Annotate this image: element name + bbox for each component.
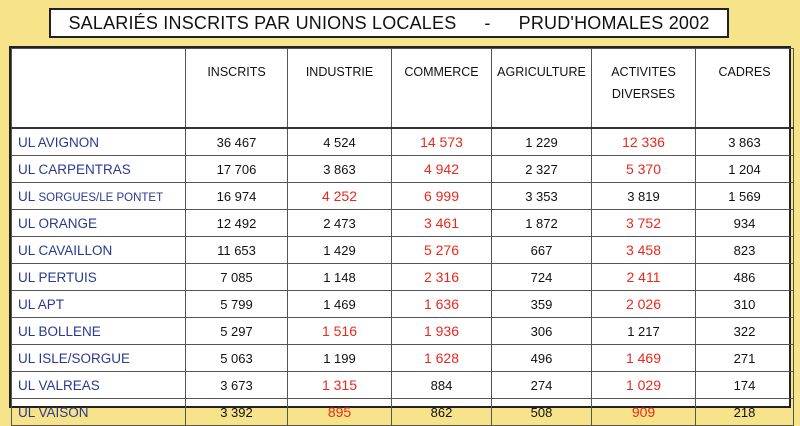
table-cell: 306 (492, 318, 592, 345)
title-left: SALARIÉS INSCRITS PAR UNIONS LOCALES (68, 12, 457, 33)
row-label (12, 345, 186, 372)
row-label-text: UL BOLLENE (18, 323, 101, 339)
table-cell: 3 458 (592, 237, 696, 264)
table-cell: 486 (696, 264, 794, 291)
title-separator: - (484, 12, 491, 33)
table-cell: 895 (288, 399, 392, 426)
table-row (12, 183, 794, 210)
table-cell: 1 029 (592, 372, 696, 399)
table-container (9, 46, 791, 420)
table-cell: 2 411 (592, 264, 696, 291)
row-label (12, 128, 186, 156)
table-cell: 3 461 (392, 210, 492, 237)
table-cell: 274 (492, 372, 592, 399)
table-row (12, 291, 794, 318)
table-cell: 17 706 (186, 156, 288, 183)
table-cell: 884 (392, 372, 492, 399)
table-cell: 12 336 (592, 128, 696, 156)
row-label (12, 210, 186, 237)
table-cell: 3 392 (186, 399, 288, 426)
row-label-text: UL PERTUIS (18, 269, 97, 285)
table-cell: 3 863 (696, 128, 794, 156)
row-label (12, 264, 186, 291)
column-header (12, 49, 186, 129)
table-cell: 1 628 (392, 345, 492, 372)
row-label-text: UL AVIGNON (18, 134, 100, 150)
row-label (12, 291, 186, 318)
table-cell: 3 353 (492, 183, 592, 210)
row-label-text: UL CARPENTRAS (18, 161, 131, 177)
table-cell: 1 315 (288, 372, 392, 399)
table-cell: 271 (696, 345, 794, 372)
table-cell: 16 974 (186, 183, 288, 210)
table-cell: 1 936 (392, 318, 492, 345)
table-cell: 3 819 (592, 183, 696, 210)
column-header: INSCRITS (186, 49, 288, 129)
table-cell: 1 429 (288, 237, 392, 264)
header-row (12, 49, 794, 129)
table-cell: 1 148 (288, 264, 392, 291)
table-row (12, 156, 794, 183)
row-label-text: UL VALREAS (18, 377, 100, 393)
table-cell: 2 026 (592, 291, 696, 318)
table-cell: 36 467 (186, 128, 288, 156)
row-label-text: UL (18, 188, 39, 204)
title-right: PRUD'HOMALES 2002 (518, 12, 710, 33)
data-table (11, 48, 794, 426)
column-header: ACTIVITES DIVERSES (592, 49, 696, 129)
table-cell: 322 (696, 318, 794, 345)
table-row (12, 210, 794, 237)
table-row (12, 128, 794, 156)
row-label (12, 237, 186, 264)
table-cell: 1 229 (492, 128, 592, 156)
table-cell: 1 469 (592, 345, 696, 372)
column-header: COMMERCE (392, 49, 492, 129)
table-cell: 218 (696, 399, 794, 426)
table-cell: 1 469 (288, 291, 392, 318)
row-label (12, 399, 186, 426)
table-cell: 7 085 (186, 264, 288, 291)
table-cell: 1 204 (696, 156, 794, 183)
table-cell: 5 370 (592, 156, 696, 183)
table-cell: 359 (492, 291, 592, 318)
table-row (12, 372, 794, 399)
table-cell: 823 (696, 237, 794, 264)
row-label-text: UL CAVAILLON (18, 242, 113, 258)
table-cell: 5 799 (186, 291, 288, 318)
table-cell: 5 063 (186, 345, 288, 372)
table-cell: 1 636 (392, 291, 492, 318)
table-cell: 310 (696, 291, 794, 318)
table-body (12, 128, 794, 426)
table-cell: 14 573 (392, 128, 492, 156)
table-cell: 174 (696, 372, 794, 399)
table-cell: 5 297 (186, 318, 288, 345)
table-cell: 6 999 (392, 183, 492, 210)
table-cell: 2 316 (392, 264, 492, 291)
table-cell: 667 (492, 237, 592, 264)
column-header: INDUSTRIE (288, 49, 392, 129)
row-label (12, 372, 186, 399)
row-label-text: UL APT (18, 296, 65, 312)
table-cell: 3 863 (288, 156, 392, 183)
table-cell: 3 752 (592, 210, 696, 237)
table-cell: 934 (696, 210, 794, 237)
row-label-small-text: SORGUES/LE PONTET (38, 191, 164, 204)
row-label (12, 183, 186, 210)
table-row (12, 264, 794, 291)
row-label-text: UL ORANGE (18, 215, 98, 231)
row-label (12, 318, 186, 345)
table-cell: 1 516 (288, 318, 392, 345)
table-cell: 11 653 (186, 237, 288, 264)
table-cell: 4 252 (288, 183, 392, 210)
column-header: AGRICULTURE (492, 49, 592, 129)
table-cell: 5 276 (392, 237, 492, 264)
table-row (12, 318, 794, 345)
table-cell: 508 (492, 399, 592, 426)
table-cell: 2 473 (288, 210, 392, 237)
table-cell: 1 569 (696, 183, 794, 210)
table-cell: 1 872 (492, 210, 592, 237)
table-row (12, 345, 794, 372)
row-label-text: UL ISLE/SORGUE (18, 350, 131, 366)
table-cell: 909 (592, 399, 696, 426)
table-cell: 4 524 (288, 128, 392, 156)
table-cell: 496 (492, 345, 592, 372)
table-cell: 3 673 (186, 372, 288, 399)
table-cell: 4 942 (392, 156, 492, 183)
column-header: CADRES (696, 49, 794, 129)
table-cell: 724 (492, 264, 592, 291)
table-cell: 12 492 (186, 210, 288, 237)
table-row (12, 237, 794, 264)
table-row (12, 399, 794, 426)
table-cell: 1 199 (288, 345, 392, 372)
page-title (49, 8, 729, 38)
table-cell: 862 (392, 399, 492, 426)
table-cell: 2 327 (492, 156, 592, 183)
row-label (12, 156, 186, 183)
row-label-text: UL VAISON (18, 404, 89, 420)
table-cell: 1 217 (592, 318, 696, 345)
